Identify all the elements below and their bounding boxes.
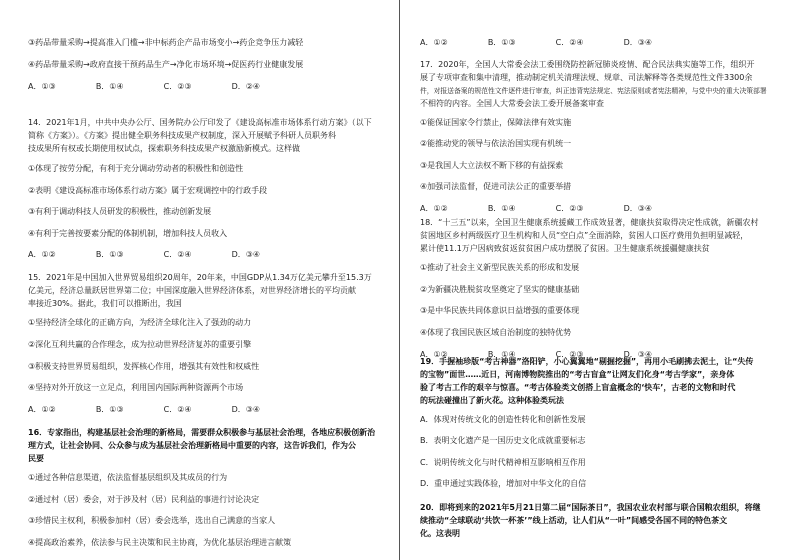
q17-choices: A．①② B．①④ C．②③ D．③④ bbox=[420, 204, 653, 213]
q18-stem-1: 18．“十三五”以来，全国卫生健康系统援藏工作成效显著，健康扶贫取得决定性成就，新疆农村 bbox=[420, 218, 759, 227]
q14-option-3: ③有利于调动科技人员研发的积极性，推动创新发展 bbox=[28, 207, 212, 216]
q19-stem-3: 验了考古工作的艰辛与惊喜。“考古体验类文创搭上盲盒概念的‘快车’，古老的文物和时代 bbox=[420, 383, 736, 392]
q14-stem-1: 14．2021年1月，中共中央办公厅、国务院办公厅印发了《建设高标准市场体系行动方案》（以下 bbox=[28, 118, 372, 127]
q15-stem-3: 率接近30%。据此，我们可以推断出，我国 bbox=[28, 299, 182, 308]
q19-stem-4: 的玩法碰撞出了新火花。这种体验类玩法 bbox=[420, 396, 564, 405]
q17-option-1: ①能保证国家令行禁止，保障法律有效实施 bbox=[420, 118, 572, 127]
q19-stem-1: 19．手握袖珍版“考古神器”洛阳铲，小心翼翼地“剔掘挖掘”，再用小毛刷拂去泥土，让“失传 bbox=[420, 357, 754, 366]
q15-stem-1: 15．2021年是中国加入世界贸易组织20周年，20年来，中国GDP从1.34万亿美元攀升至15.3万 bbox=[28, 273, 372, 282]
q19-stem-2: 的宝物”面世……近日，河南博物院推出的“考古盲盒”让网友们化身“考古学家”，亲身体 bbox=[420, 370, 735, 379]
q18-stem-3: 累计使11.1万户因病致贫返贫贫困户成功摆脱了贫困。卫生健康系统援疆健康扶贫 bbox=[420, 244, 710, 253]
q13-choices: A．①③ B．①④ C．②③ D．②④ bbox=[28, 82, 261, 91]
q18-option-3: ③是中华民族共同体意识日益增强的重要体现 bbox=[420, 306, 580, 315]
q14-option-1: ①体现了按劳分配，有利于充分调动劳动者的积极性和创造性 bbox=[28, 164, 244, 173]
q18-option-2: ②为新疆决胜脱贫攻坚奠定了坚实的健康基础 bbox=[420, 285, 580, 294]
q18-stem-2: 贫困地区乡村两级医疗卫生机构和人员“空白点”全面消除，贫困人口医疗费用负担明显减轻， bbox=[420, 231, 749, 240]
q18-option-1: ①推动了社会主义新型民族关系的形成和发展 bbox=[420, 263, 580, 272]
q19-option-b: B．表明文化遗产是一国历史文化成就重要标志 bbox=[420, 436, 586, 445]
q15-option-2: ②深化互利共赢的合作理念，成为拉动世界经济复苏的重要引擎 bbox=[28, 340, 252, 349]
q15-option-4: ④坚持对外开放这一立足点，利用国内国际两种资源两个市场 bbox=[28, 383, 244, 392]
q20-stem-2: 续推动“全球联动‘共饮一杯茶’”线上活动，让人们从“一叶”间感受各国不同的特色茶文 bbox=[420, 516, 728, 525]
q16-stem-3: 民要 bbox=[28, 454, 44, 463]
q19-option-a: A．体现对传统文化的创造性转化和创新性发展 bbox=[420, 415, 586, 424]
q13-option-4: ④药品带量采购→政府直接干预药品生产→净化市场环境→促医药行业健康发展 bbox=[28, 60, 304, 69]
q17-stem-2: 展了专项审查和集中清理，推动制定机关清理法规、规章、司法解释等各类规范性文件3300余 bbox=[420, 73, 753, 82]
q14-stem-2: 简称《方案》）。《方案》提出健全职务科技成果产权制度，深入开展赋予科研人员职务科 bbox=[28, 131, 336, 140]
q17-option-3: ③是我国人大立法权不断下移的有益探索 bbox=[420, 161, 564, 170]
q15-choices: A．①② B．①③ C．②④ D．③④ bbox=[28, 405, 261, 414]
q14-stem-3: 技成果所有权或长期使用权试点，探索职务科技成果产权激励新模式。这样做 bbox=[28, 144, 300, 153]
q16-option-4: ④提高政治素养，依法参与民主决策和民主协商，为优化基层治理进言献策 bbox=[28, 538, 292, 547]
q15-stem-2: 亿美元，经济总量跃居世界第二位；中国深度融入世界经济体系，对世界经济增长的平均贡献 bbox=[28, 286, 356, 295]
q16-option-3: ③珍惜民主权利，积极参加村（居）委会选举，选出自己满意的当家人 bbox=[28, 516, 276, 525]
q16-option-1: ①通过各种信息渠道，依法监督基层组织及其成员的行为 bbox=[28, 473, 228, 482]
q19-option-d: D．重申通过实践体验，增加对中华文化的自信 bbox=[420, 479, 587, 488]
q20-stem-3: 化。这表明 bbox=[420, 529, 460, 538]
q14-option-2: ②表明《建设高标准市场体系行动方案》属于宏观调控中的行政手段 bbox=[28, 186, 268, 195]
q18-option-4: ④体现了我国民族区域自治制度的独特优势 bbox=[420, 328, 572, 337]
q16-stem-1: 16．专家指出，构建基层社会治理的新格局，需要群众积极参与基层社会治理，各地应积极创新治 bbox=[28, 428, 376, 437]
q17-stem-4: 不相符的内容。全国人大常委会法工委开展备案审查 bbox=[420, 99, 604, 108]
q20-stem-1: 20．即将到来的2021年5月21日第二届“国际茶日”，我国农业农村部与联合国粮农组织，将继 bbox=[420, 503, 761, 512]
q19-option-c: C．说明传统文化与时代精神相互影响相互作用 bbox=[420, 458, 586, 467]
q16-stem-2: 理方式，让社会协同、公众参与成为基层社会治理新格局中重要的内容，这告诉我们，作为公 bbox=[28, 441, 356, 450]
q15-option-1: ①坚持经济全球化的正确方向，为经济全球化注入了强劲的动力 bbox=[28, 318, 252, 327]
q17-stem-3: 件，对报送备案的规范性文件逐件进行审查，纠正违背宪法规定、宪法原则或者宪法精神，与党中央的重大决策部署 bbox=[420, 87, 767, 95]
q13-option-3: ③药品带量采购→提高准入门槛→非中标药企产品市场变小→药企竞争压力减轻 bbox=[28, 38, 304, 47]
q16-choices: A．①② B．①③ C．②④ D．③④ bbox=[420, 38, 653, 47]
q14-option-4: ④有利于完善按要素分配的体制机制，增加科技人员收入 bbox=[28, 229, 228, 238]
column-divider bbox=[399, 0, 400, 560]
q17-option-4: ④加强司法监督，促进司法公正的重要举措 bbox=[420, 182, 572, 191]
q16-option-2: ②通过村（居）委会，对于涉及村（居）民利益的事进行讨论决定 bbox=[28, 495, 260, 504]
q17-option-2: ②能推动党的领导与依法治国实现有机统一 bbox=[420, 139, 572, 148]
q18-choices: A．①② B．①④ C．②③ D．③④ bbox=[420, 350, 653, 359]
q17-stem-1: 17．2020年，全国人大常委会法工委围绕防控新冠肺炎疫情、配合民法典实施等工作，组织开 bbox=[420, 60, 755, 69]
q14-choices: A．①② B．①③ C．②④ D．③④ bbox=[28, 250, 261, 259]
q15-option-3: ③积极支持世界贸易组织，发挥核心作用，增强其有效性和权威性 bbox=[28, 362, 260, 371]
